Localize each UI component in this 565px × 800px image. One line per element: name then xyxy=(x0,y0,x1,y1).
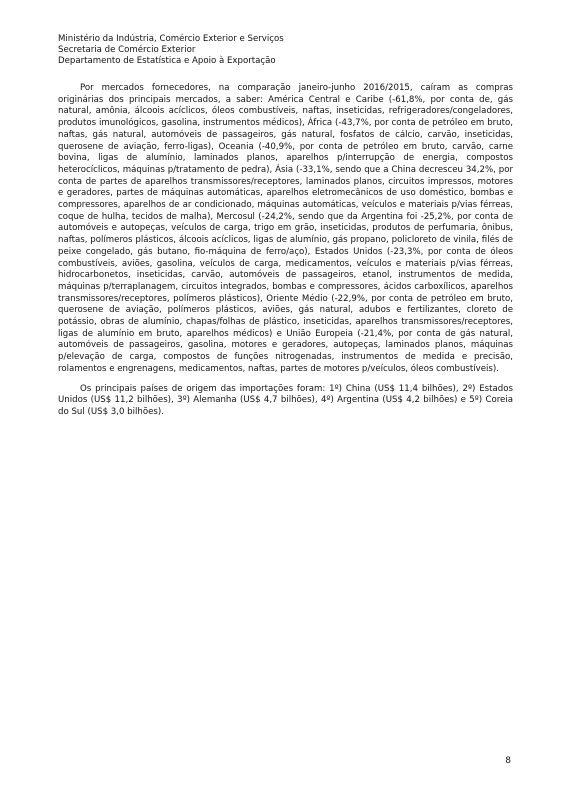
paragraph-origin-countries: Os principais países de origem das importações foram: 1º) China (US$ 11,4 bilhões), 2º) Estados Unidos (US$ 11,2 bilhões), 3º) Alemanha (US$ 4,7 bilhões), 4º) Argentina (US$ 4,2 bilhões) e 5º) Coreia do Sul (US$ 3,0 bilhões). xyxy=(58,383,513,417)
page-number: 8 xyxy=(505,756,511,766)
department-name: Departamento de Estatística e Apoio à Exportação xyxy=(58,56,276,67)
paragraph-import-markets: Por mercados fornecedores, na comparação janeiro-junho 2016/2015, caíram as compras originárias dos principais mercados, a saber: América Central e Caribe (-61,8%, por conta de, gás natural, amônia, álcoois acíclicos, óleos combustíveis, naftas, inseticidas, refrigeradores/congeladores, produtos imunológicos, gasolina, instrumentos médicos), África (-43,7%, por conta de petróleo em bruto, naftas, gás natural, automóveis de passageiros, gás natural, fosfatos de cálcio, carvão, inseticidas, querosene de aviação, ferro-ligas), Oceania (-40,9%, por conta de petróleo em bruto, carvão, carne bovina, ligas de alumínio, laminados planos, aparelhos p/interrupção de energia, compostos heterocíclicos, máquinas p/tratamento de pedra), Ásia (-33,1%, sendo que a China decresceu 34,2%, por conta de partes de aparelhos transmissores/receptores, laminados planos, circuitos impressos, motores e geradores, partes de máquinas automáticas, aparelhos eletromecânicos de uso doméstico, bombas e compressores, aparelhos de ar condicionado, máquinas automáticas, veículos e materiais p/vias férreas, coque de hulha, tecidos de malha), Mercosul (-24,2%, sendo que da Argentina foi -25,2%, por conta de automóveis e autopeças, veículos de carga, trigo em grão, inseticidas, produtos de perfumaria, ônibus, naftas, polímeros plásticos, álcoois acíclicos, ligas de alumínio, gás propano, policloreto de vinila, filés de peixe congelado, gás butano, fio-máquina de ferro/aço), Estados Unidos (-23,3%, por conta de óleos combustíveis, aviões, gasolina, veículos de carga, medicamentos, veículos e materiais p/vias férreas, hidrocarbonetos, inseticidas, carvão, automóveis de passageiros, etanol, instrumentos de medida, máquinas p/terraplanagem, circuitos integrados, bombas e compressores, ácidos carboxílicos, aparelhos transmissores/receptores, polímeros plásticos), Oriente Médio (-22,9%, por conta de petróleo em bruto, querosene de aviação, polímeros plásticos, aviões, gás natural, adubos e fertilizantes, cloreto de potássio, obras de alumínio, chapas/folhas de plástico, inseticidas, aparelhos transmissores/receptores, ligas de alumínio em bruto, aparelhos médicos) e União Europeia (-21,4%, por conta de gás natural, automóveis de passageiros, gasolina, motores e geradores, autopeças, laminados planos, máquinas p/elevação de carga, compostos de funções nitrogenadas, instrumentos de medida e precisão, rolamentos e engrenagens, medicamentos, naftas, partes de motores p/veículos, óleos combustíveis). xyxy=(58,83,513,374)
document-header xyxy=(58,34,284,68)
ministry-name: Ministério da Indústria, Comércio Exterior e Serviços xyxy=(58,34,284,44)
secretariat-name: Secretaria de Comércio Exterior xyxy=(58,45,196,56)
document-body xyxy=(58,83,513,427)
